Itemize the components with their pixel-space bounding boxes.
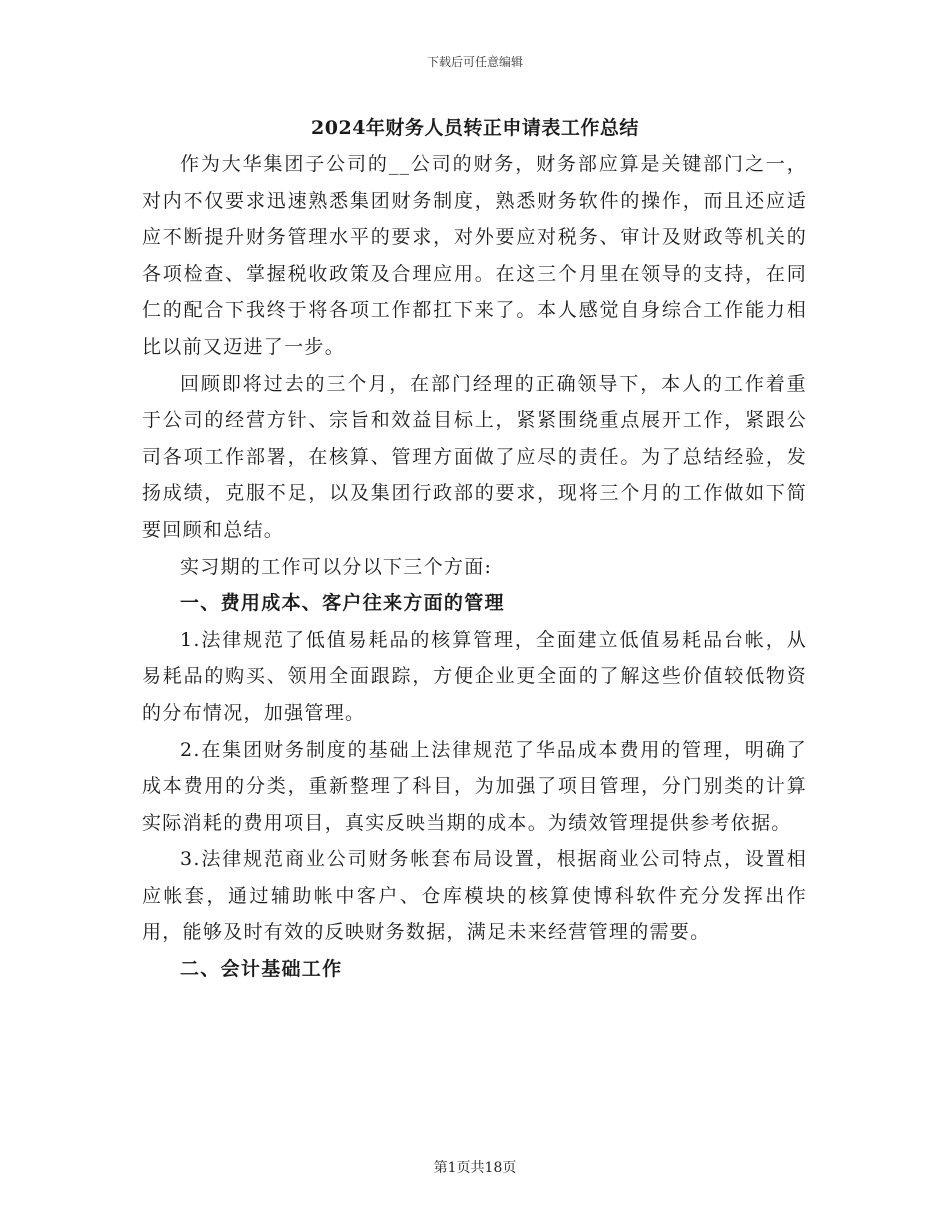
- page-number: 第1页共18页: [433, 1160, 517, 1176]
- section-heading-cost-management: 一、费用成本、客户往来方面的管理: [180, 592, 505, 615]
- paragraph-item-2: 2.在集团财务制度的基础上法律规范了华品成本费用的管理，明确了成本费用的分类，重新整理了科目，为加强了项目管理，分门别类的计算实际消耗的费用项目，真实反映当期的成本。为绩效管理提供参考依据。: [142, 738, 807, 834]
- section-heading-accounting-basics: 二、会计基础工作: [180, 958, 343, 981]
- header-note: 下载后可任意编辑: [426, 55, 523, 69]
- paragraph-review: 回顾即将过去的三个月，在部门经理的正确领导下，本人的工作着重于公司的经营方针、宗旨和效益目标上，紧紧围绕重点展开工作，紧跟公司各项工作部署，在核算、管理方面做了应尽的责任。为了总结经验，发扬成绩，克服不足，以及集团行政部的要求，现将三个月的工作做如下简要回顾和总结。: [142, 372, 807, 541]
- paragraph-item-3: 3.法律规范商业公司财务帐套布局设置，根据商业公司特点，设置相应帐套，通过辅助帐中客户、仓库模块的核算使博科软件充分发挥出作用，能够及时有效的反映财务数据，满足未来经营管理的需要。: [142, 848, 807, 944]
- document-title: 2024年财务人员转正申请表工作总结: [311, 117, 639, 139]
- document-body: [142, 146, 807, 988]
- paragraph-item-1: 1.法律规范了低值易耗品的核算管理，全面建立低值易耗品台帐，从易耗品的购买、领用全面跟踪，方便企业更全面的了解这些价值较低物资的分布情况，加强管理。: [142, 628, 807, 724]
- paragraph-work-aspects: 实习期的工作可以分以下三个方面:: [180, 555, 493, 578]
- paragraph-intro: 作为大华集团子公司的__公司的财务，财务部应算是关键部门之一，对内不仅要求迅速熟悉集团财务制度，熟悉财务软件的操作，而且还应适应不断提升财务管理水平的要求，对外要应对税务、审计及财政等机关的各项检查、掌握税收政策及合理应用。在这三个月里在领导的支持，在同仁的配合下我终于将各项工作都扛下来了。本人感觉自身综合工作能力相比以前又迈进了一步。: [142, 153, 807, 358]
